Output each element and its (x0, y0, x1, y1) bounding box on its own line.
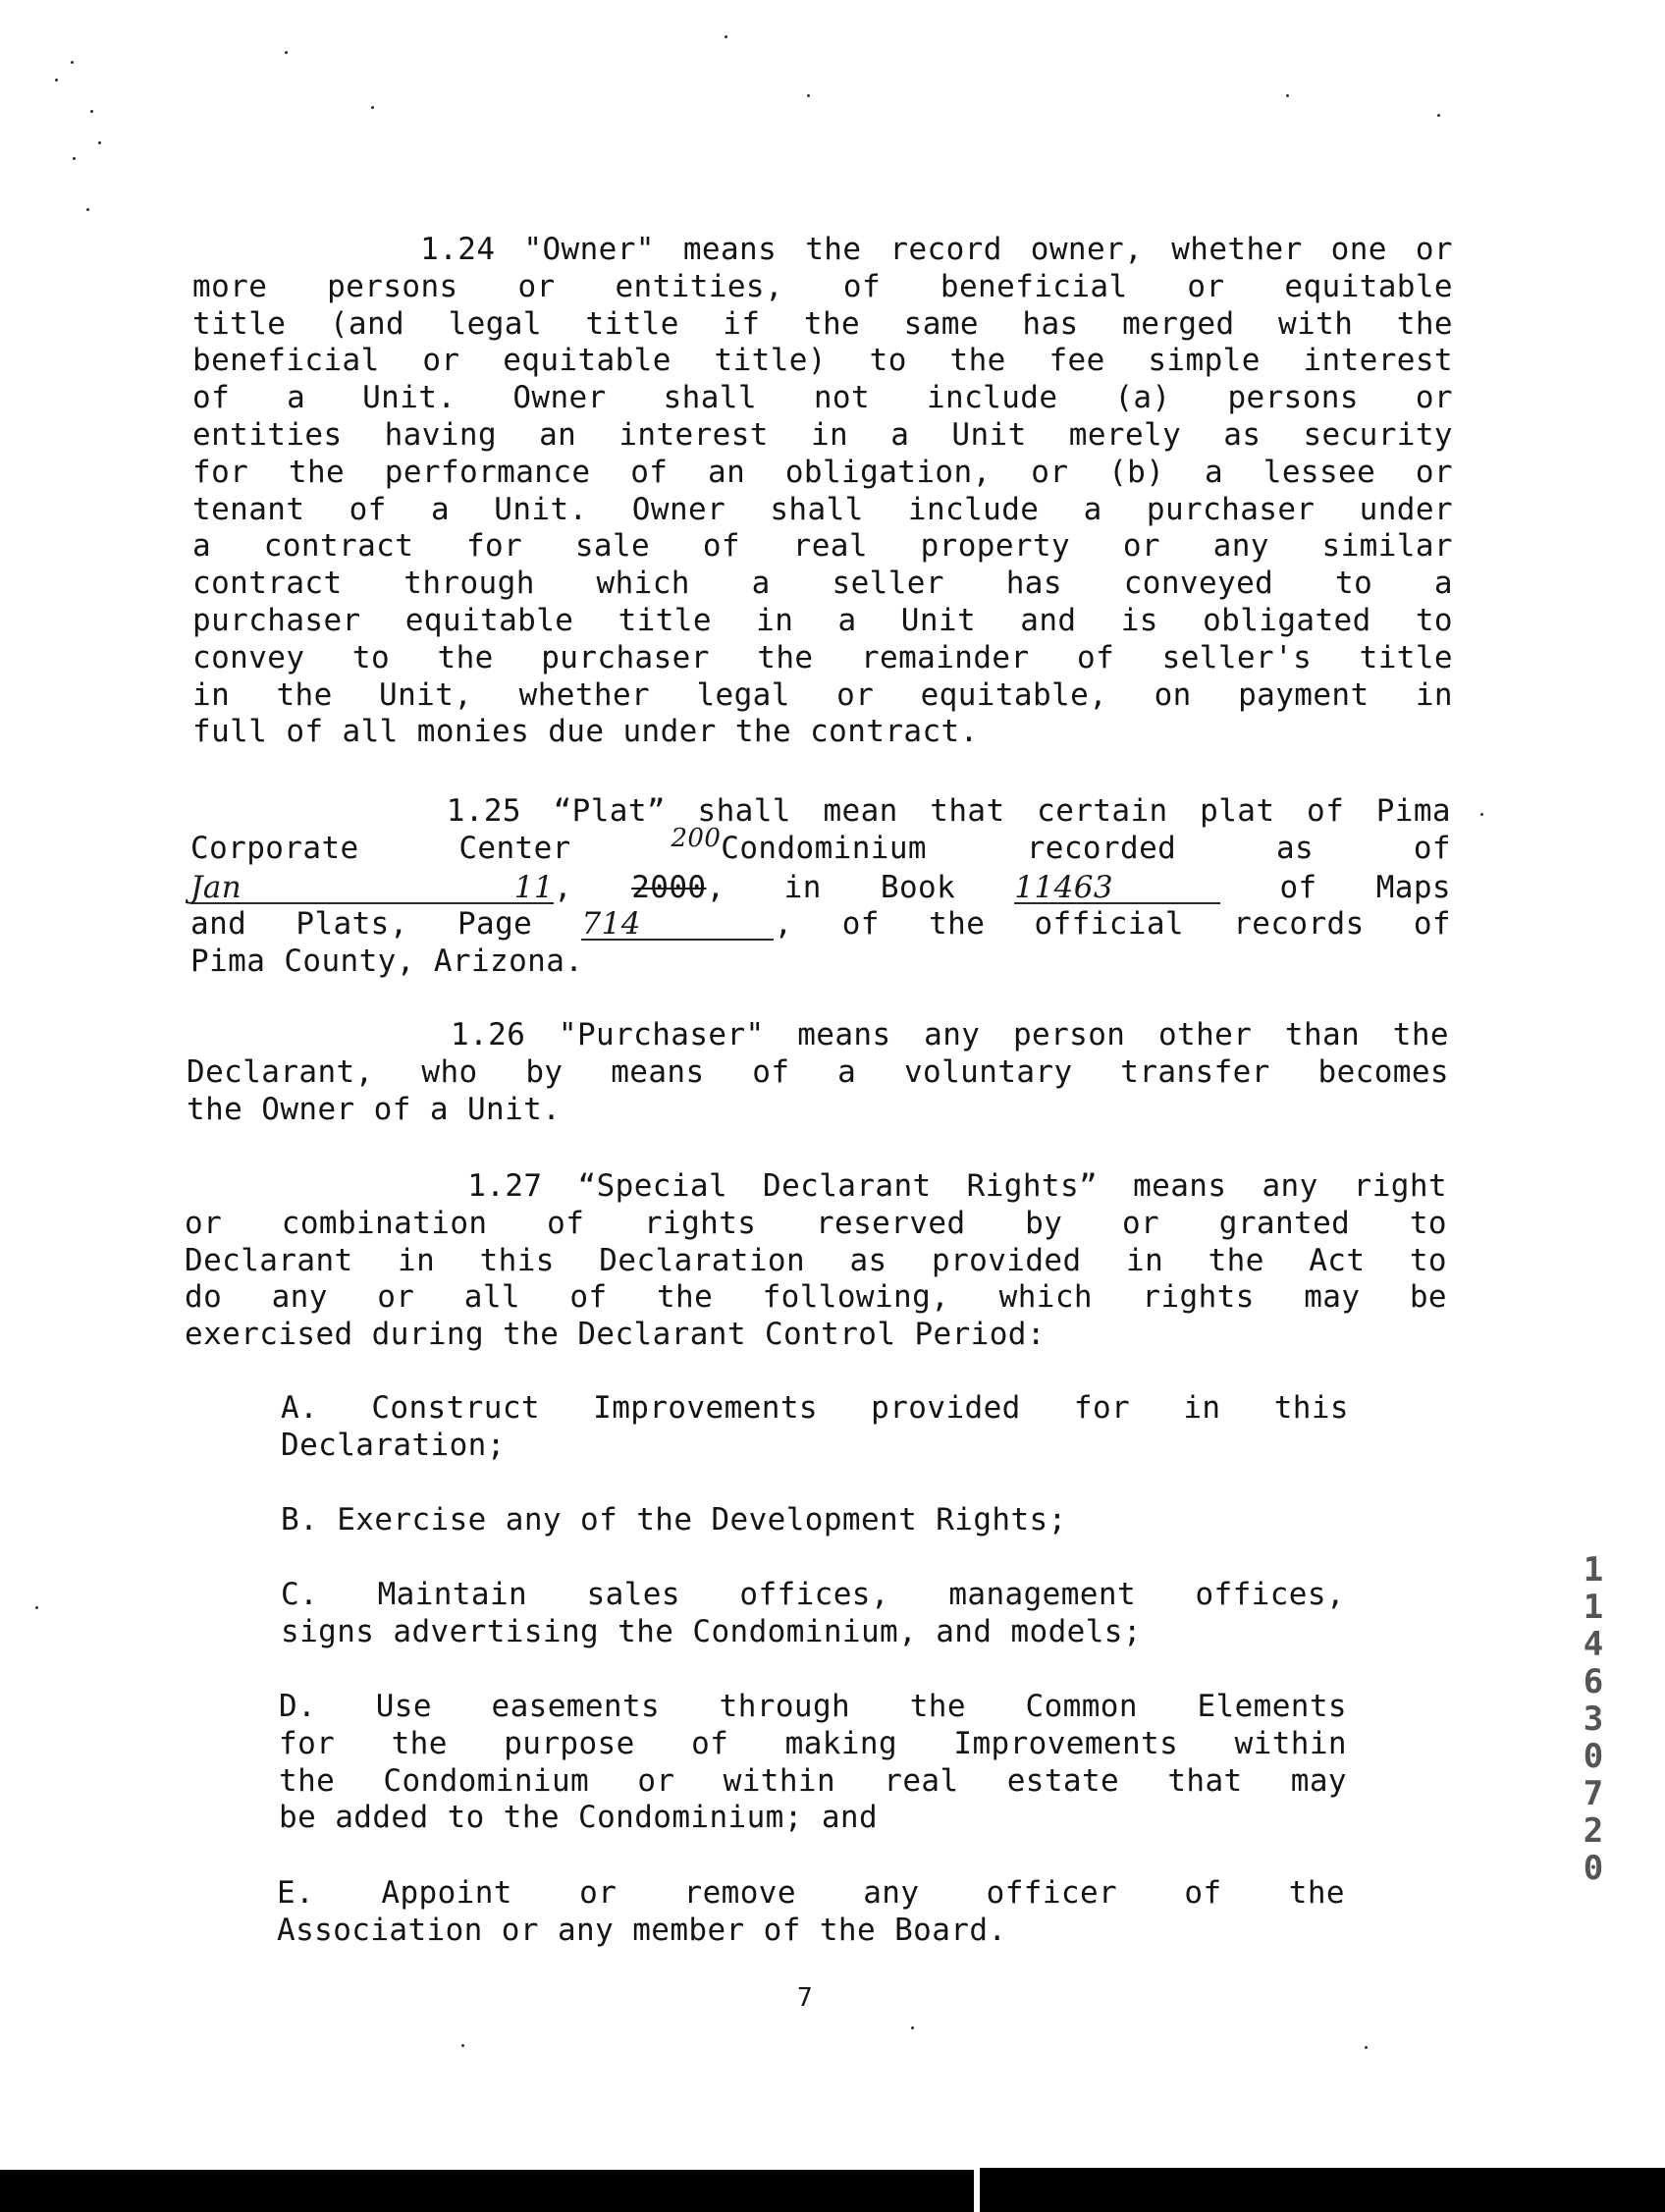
stamp-digit: 0 (1583, 1737, 1604, 1776)
scan-speck (86, 208, 89, 211)
struck-year: 2000 (631, 869, 707, 905)
section-line: do any or all of the following, which rights may be (185, 1279, 1447, 1316)
text-fragment: Corporate Center (190, 830, 571, 866)
section-line: more persons or entities, of beneficial or equitable (192, 268, 1453, 304)
section-1-24 (192, 232, 1453, 751)
scan-speck (71, 61, 74, 64)
list-item-line: B. Exercise any of the Development Rights; (281, 1502, 1067, 1538)
stamp-digit: 4 (1583, 1625, 1604, 1664)
scan-speck (73, 157, 76, 160)
section-line: the Owner of a Unit. (187, 1091, 562, 1127)
section-line: Declarant, who by means of a voluntary transfer becomes (187, 1053, 1449, 1090)
section-line: exercised during the Declarant Control Period: (185, 1317, 1046, 1353)
list-item-line: Association or any member of the Board. (277, 1912, 1007, 1948)
section-line: tenant of a Unit. Owner shall include a purchaser under (192, 491, 1453, 527)
section-line: Pima County, Arizona. (190, 944, 584, 980)
section-line (190, 906, 1451, 944)
list-item-e (277, 1875, 1345, 1950)
scan-speck (1365, 2046, 1368, 2049)
scan-speck (371, 106, 374, 109)
scan-speck (35, 1606, 38, 1609)
scan-speck (285, 51, 288, 54)
scan-speck (1437, 114, 1440, 117)
list-item-line: for the purpose of making Improvements within (279, 1725, 1347, 1761)
text-fragment: of Maps (1279, 869, 1451, 905)
list-item-line: D. Use easements through the Common Elements (279, 1689, 1347, 1724)
section-line: 1.24 "Owner" means the record owner, whether one or (192, 232, 1453, 267)
section-line: purchaser equitable title in a Unit and is obligated to (192, 602, 1453, 638)
handwritten-page-number: 714 (581, 909, 774, 941)
recording-stamp (1579, 1551, 1608, 1887)
stamp-digit: 6 (1583, 1662, 1604, 1701)
text-fragment: , (554, 869, 573, 905)
list-item-c (281, 1577, 1345, 1651)
stamp-digit: 0 (1583, 1849, 1604, 1888)
section-line: for the performance of an obligation, or (b) a lessee or (192, 454, 1453, 490)
section-line: in the Unit, whether legal or equitable, on payment in (192, 676, 1453, 713)
scan-edge-shadow (980, 2168, 1665, 2212)
scan-speck (911, 2026, 914, 2029)
section-line (190, 870, 1451, 907)
list-item-line: Declaration; (281, 1427, 506, 1463)
stamp-digit: 7 (1583, 1774, 1604, 1813)
section-line: entities having an interest in a Unit merely as security (192, 416, 1453, 453)
section-line: title (and legal title if the same has merged with the (192, 305, 1453, 342)
stamp-digit: 1 (1583, 1588, 1604, 1627)
handwritten-book-number: 11463 (1014, 873, 1220, 904)
stamp-digit: 3 (1583, 1699, 1604, 1739)
list-item-b (281, 1502, 1349, 1539)
scan-edge-shadow (0, 2170, 974, 2212)
section-line: convey to the purchaser the remainder of seller's title (192, 639, 1453, 675)
section-1-25 (190, 793, 1451, 981)
scan-speck (725, 35, 727, 38)
section-line: or combination of rights reserved by or granted to (185, 1205, 1447, 1241)
list-item-line: be added to the Condominium; and (279, 1800, 879, 1836)
text-fragment: Condominium recorded as of (721, 830, 1451, 866)
scan-speck (55, 79, 58, 81)
scan-speck (807, 94, 810, 97)
section-line: of a Unit. Owner shall not include (a) persons or (192, 380, 1453, 416)
stamp-digit: 2 (1583, 1811, 1604, 1851)
page-number: 7 (797, 1983, 813, 2013)
section-line: contract through which a seller has conveyed to a (192, 566, 1453, 602)
scan-speck (98, 141, 101, 144)
section-line: full of all monies due under the contract. (192, 714, 979, 750)
handwritten-date: Jan 11 (190, 869, 554, 905)
scan-speck (1480, 813, 1483, 816)
section-line: 1.26 "Purchaser" means any person other than the (187, 1017, 1449, 1052)
list-item-d (279, 1689, 1347, 1837)
stamp-digit: 1 (1583, 1550, 1604, 1590)
list-item-line: signs advertising the Condominium, and models; (281, 1613, 1142, 1649)
handwritten-insert: 200 (671, 823, 722, 853)
section-line (190, 823, 1451, 870)
text-fragment: , in Book (706, 869, 956, 905)
list-item-line: C. Maintain sales offices, management offices, (281, 1577, 1345, 1612)
list-item-a (281, 1390, 1349, 1465)
section-1-26 (187, 1017, 1449, 1128)
scan-speck (461, 2044, 464, 2047)
scan-speck (90, 110, 93, 113)
section-line: 1.25 “Plat” shall mean that certain plat of Pima (190, 793, 1451, 829)
scan-speck (1286, 94, 1289, 97)
text-fragment: , of the official records of (774, 906, 1451, 943)
section-line: a contract for sale of real property or any similar (192, 528, 1453, 565)
text-fragment: and Plats, Page (190, 906, 533, 943)
list-item-line: E. Appoint or remove any officer of the (277, 1875, 1345, 1911)
section-line: Declarant in this Declaration as provided in the Act to (185, 1242, 1447, 1278)
section-line: 1.27 “Special Declarant Rights” means any right (185, 1168, 1447, 1204)
list-item-line: the Condominium or within real estate that may (279, 1762, 1347, 1799)
section-line: beneficial or equitable title) to the fee simple interest (192, 343, 1453, 379)
section-1-27 (185, 1168, 1447, 1354)
list-item-line: A. Construct Improvements provided for in this (281, 1390, 1349, 1426)
